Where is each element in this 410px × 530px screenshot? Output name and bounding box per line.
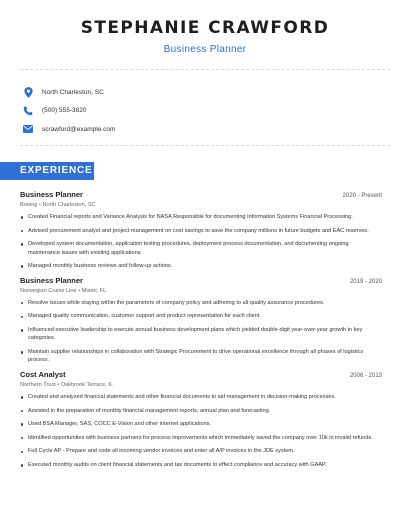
bullet-item: Developed system documentation, application testing procedures, deployment process documentation, and documenting ongoing maintenance issues with existing applications. [20, 240, 382, 257]
contact-location [22, 83, 115, 102]
job-dates: 2019 - 2020 [349, 278, 382, 285]
job-dates: 2020 - Present [342, 193, 382, 199]
bullet-item: Used BSA Manager, SAS, COCC E-Vision and other internet applications. [20, 420, 382, 428]
job-bullets [20, 213, 382, 271]
divider [20, 69, 390, 70]
bullet-item: Created Financial reports and Variance Analysis for NASA Responsible for documenting Information Systems Financial Processing. [20, 213, 382, 221]
bullet-item: Full Cycle AP - Prepare and code all incoming vendor invoices and enter all A/P invoices in the JDE system. [20, 447, 382, 455]
job-entry [20, 370, 382, 469]
job-company: Norwegian Cruise Line • Miami, FL [20, 287, 107, 294]
experience-list [20, 190, 382, 475]
job-company: Boeing • North Charleston, SC [20, 202, 96, 208]
email-icon [22, 123, 34, 135]
bullet-item: Advised procurement analyst and project management on cost savings to save the company millions in future budgets and EAC reserves. [20, 227, 382, 235]
job-title: Business Planner [20, 275, 83, 285]
job-entry [20, 276, 382, 365]
bullet-item: Resolve issues while staying within the parameters of company policy and adhering to all quality assurance procedures. [20, 299, 382, 307]
bullet-item: Influenced executive leadership to execute annual business development plans which yielded double-digit year-over-year growth in key categories. [20, 326, 382, 343]
section-title-experience: EXPERIENCE [0, 162, 94, 180]
location-pin-icon [22, 86, 34, 98]
job-title: Cost Analyst [20, 369, 66, 379]
bullet-item: Assisted in the preparation of monthly financial management reports, annual plan and forecasting. [20, 407, 382, 415]
bullet-item: Managed monthly business reviews and follow-up actions. [20, 262, 382, 270]
contact-location-text: North Charleston, SC [42, 88, 104, 96]
contact-phone-text: (500) 555-3820 [42, 107, 87, 115]
bullet-item: Identified opportunities with business partners for process improvements which immediately saved the company over 10k in invalid refunds. [20, 434, 382, 442]
job-entry [20, 190, 382, 271]
job-bullets [20, 393, 382, 469]
bullet-item: Created and analyzed financial statements and other financial documents to aid management in decision-making processes. [20, 393, 382, 401]
phone-icon [22, 105, 34, 117]
contact-email [22, 120, 115, 139]
bullet-item: Managed quality communication, customer support and product representation for each client. [20, 312, 382, 320]
candidate-role: Business Planner [163, 44, 247, 55]
job-bullets [20, 299, 382, 365]
contact-email-text: scrawford@example.com [42, 125, 116, 133]
resume-header [0, 0, 410, 55]
job-dates: 2006 - 2013 [349, 372, 382, 379]
job-company: Northern Trust • Oakbrook Terrace, IL [20, 381, 113, 388]
bullet-item: Executed monthly audits on client financial statements and tax documents to effect compliance and accuracy with GAAP. [20, 461, 382, 469]
job-title: Business Planner [20, 190, 83, 199]
bullet-item: Maintain supplier relationships in collaboration with Strategic Procurement to drive operational excellence through all phases of logistics process. [20, 348, 382, 365]
divider [20, 145, 390, 146]
candidate-name: STEPHANIE CRAWFORD [80, 18, 330, 38]
contact-phone [22, 102, 115, 121]
contact-list [22, 83, 115, 139]
